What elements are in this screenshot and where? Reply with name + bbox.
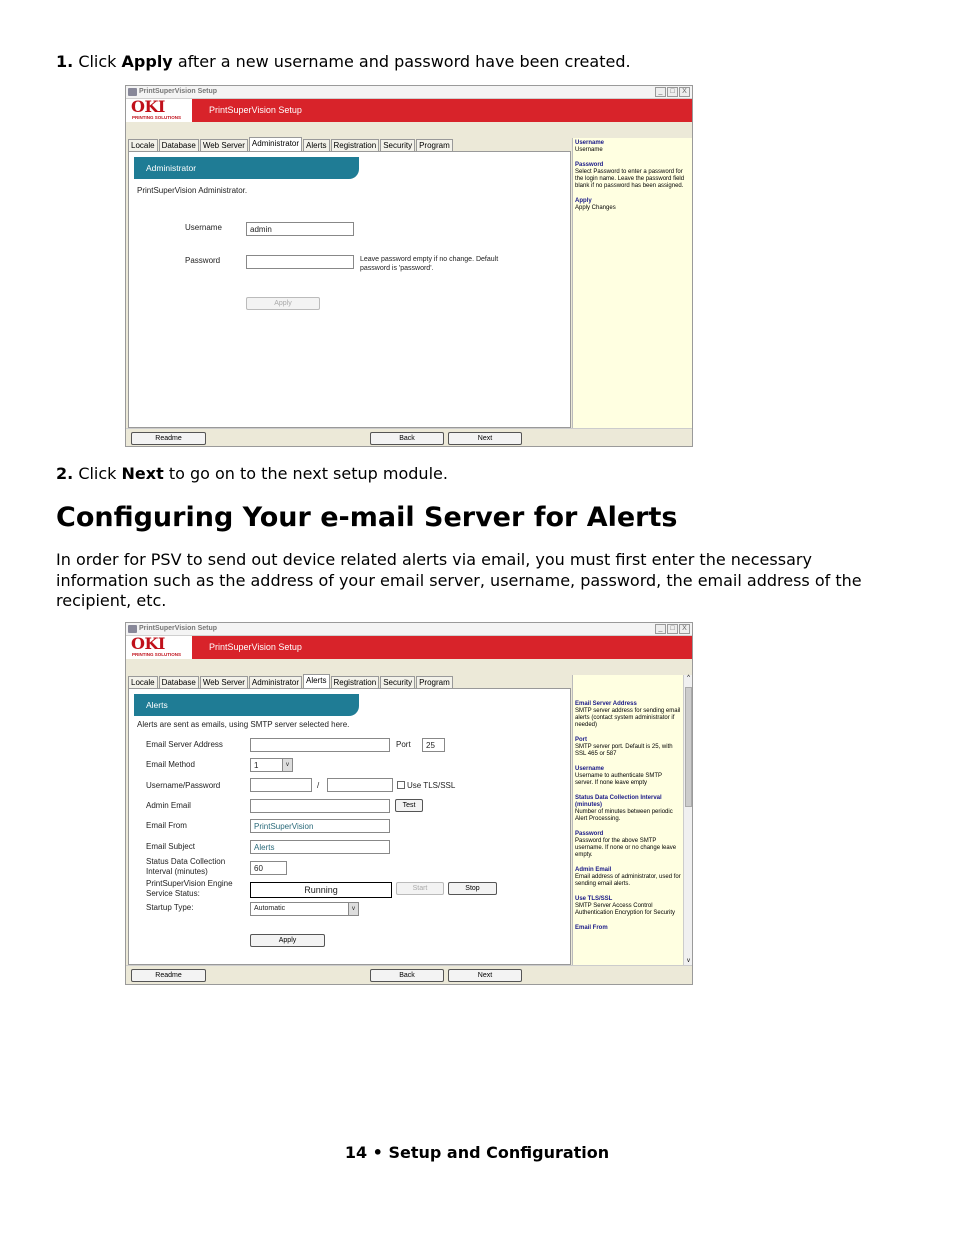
- email-server-label: Email Server Address: [146, 740, 223, 749]
- email-from-label: Email From: [146, 821, 187, 830]
- chevron-down-icon[interactable]: v: [282, 759, 292, 771]
- separator: /: [317, 781, 320, 790]
- logo-text: OKI: [131, 634, 165, 653]
- tab-locale[interactable]: Locale: [128, 139, 158, 151]
- help-text: Password for the above SMTP username. If none or no change leave empty.: [575, 838, 677, 858]
- step-text: after a new username and password have been created.: [172, 52, 631, 71]
- test-button[interactable]: Test: [395, 799, 423, 812]
- help-title: Use TLS/SSL: [575, 896, 613, 902]
- username-label: Username: [185, 223, 222, 232]
- tab-registration[interactable]: Registration: [331, 676, 380, 688]
- page-footer: 14 • Setup and Configuration: [344, 1143, 610, 1162]
- minimize-icon[interactable]: _: [655, 87, 666, 97]
- title-bar: [126, 623, 692, 636]
- tab-alerts[interactable]: Alerts: [303, 139, 329, 151]
- next-button[interactable]: Next: [448, 432, 522, 445]
- step-number: 2.: [56, 464, 74, 483]
- help-title: Password: [575, 831, 604, 837]
- section-heading: Configuring Your e-mail Server for Alerts: [56, 502, 678, 533]
- password-note: password is 'password'.: [360, 265, 434, 272]
- section-paragraph: In order for PSV to send out device related alerts via email, you must first enter the necessary information such as the address of your email server, username, password, the email address of the recipient, etc.: [56, 550, 862, 610]
- help-scrollbar[interactable]: [683, 675, 693, 965]
- bottom-bar: [126, 965, 692, 985]
- readme-button[interactable]: Readme: [131, 969, 206, 982]
- logo-subtext: PRINTING SOLUTIONS: [132, 115, 182, 120]
- smtp-password-input[interactable]: [327, 778, 393, 792]
- password-note: Leave password empty if no change. Default: [360, 256, 499, 263]
- help-title: Password: [575, 162, 604, 168]
- username-input[interactable]: admin: [246, 222, 354, 236]
- stop-button[interactable]: Stop: [448, 882, 497, 895]
- tab-bar: [128, 675, 454, 688]
- help-title: Apply: [575, 198, 592, 204]
- alerts-panel: [128, 688, 571, 965]
- email-method-label: Email Method: [146, 760, 195, 769]
- email-server-input[interactable]: [250, 738, 390, 752]
- back-button[interactable]: Back: [370, 432, 444, 445]
- help-title: Admin Email: [575, 867, 612, 873]
- tls-label: Use TLS/SSL: [407, 781, 456, 790]
- username-password-label: Username/Password: [146, 781, 221, 790]
- maximize-icon[interactable]: □: [667, 87, 678, 97]
- port-label: Port: [396, 740, 411, 749]
- help-text: Username to authenticate SMTP server. If none leave empty: [575, 773, 662, 786]
- close-icon[interactable]: X: [679, 624, 690, 634]
- tab-database[interactable]: Database: [159, 676, 199, 688]
- tab-bar: [128, 138, 454, 151]
- panel-header: Alerts: [134, 694, 359, 716]
- tab-security[interactable]: Security: [380, 676, 415, 688]
- window-title: PrintSuperVision Setup: [139, 88, 218, 95]
- step-2: [56, 464, 448, 483]
- back-button[interactable]: Back: [370, 969, 444, 982]
- help-title: Username: [575, 140, 605, 146]
- port-input[interactable]: 25: [422, 738, 445, 752]
- help-panel: [572, 138, 693, 428]
- step-number: 1.: [56, 52, 74, 71]
- app-icon: [128, 625, 137, 633]
- help-text: Username: [575, 147, 603, 153]
- smtp-username-input[interactable]: [250, 778, 312, 792]
- help-text: Email address of administrator, used for sending email alerts.: [575, 874, 681, 887]
- tls-checkbox[interactable]: [397, 781, 455, 790]
- scroll-up-icon[interactable]: ^: [687, 675, 690, 681]
- tab-program[interactable]: Program: [416, 676, 453, 688]
- readme-button[interactable]: Readme: [131, 432, 206, 445]
- logo-text: OKI: [131, 97, 165, 116]
- help-text: Apply Changes: [575, 205, 616, 211]
- logo-subtext: PRINTING SOLUTIONS: [132, 652, 182, 657]
- title-bar: [126, 86, 692, 99]
- admin-email-input[interactable]: [250, 799, 390, 813]
- alerts-window: [125, 622, 693, 985]
- tab-administrator[interactable]: Administrator: [249, 676, 302, 688]
- selected-value: 1: [254, 761, 259, 770]
- panel-description: PrintSuperVision Administrator.: [137, 186, 248, 195]
- minimize-icon[interactable]: _: [655, 624, 666, 634]
- help-text: SMTP server port. Default is 25, with SSL 465 or 587: [575, 744, 673, 757]
- scroll-thumb[interactable]: [685, 687, 692, 807]
- email-subject-input[interactable]: Alerts: [250, 840, 390, 854]
- help-text: SMTP Server Access Control Authentication Encryption for Security: [575, 903, 676, 916]
- interval-label: Status Data Collection: [146, 857, 226, 866]
- oki-logo: [128, 636, 191, 659]
- email-subject-label: Email Subject: [146, 842, 195, 851]
- step-keyword: Apply: [121, 52, 173, 71]
- help-panel: [572, 675, 693, 965]
- tab-registration[interactable]: Registration: [331, 139, 380, 151]
- help-title: Port: [575, 737, 587, 743]
- engine-status-label: Service Status:: [146, 889, 200, 898]
- apply-button[interactable]: Apply: [250, 934, 325, 947]
- help-title: Email From: [575, 925, 608, 931]
- selected-value: Automatic: [254, 905, 286, 912]
- interval-label: Interval (minutes): [146, 867, 208, 876]
- banner-title: PrintSuperVision Setup: [209, 105, 302, 115]
- password-input[interactable]: [246, 255, 354, 269]
- interval-input[interactable]: 60: [250, 861, 287, 875]
- banner-title: PrintSuperVision Setup: [209, 642, 302, 652]
- help-text: Select Password to enter a password for the login name. Leave the password field blank if no password has been assigned.: [575, 169, 685, 189]
- step-text: Click: [78, 52, 122, 71]
- admin-panel: [128, 151, 571, 428]
- email-method-select[interactable]: [250, 758, 293, 772]
- banner: [126, 636, 692, 659]
- help-title: Email Server Address: [575, 701, 637, 707]
- tab-web-server[interactable]: Web Server: [200, 676, 248, 688]
- bottom-bar: [126, 428, 692, 447]
- engine-status-value: Running: [250, 882, 392, 898]
- step-1: [56, 52, 631, 71]
- window-title: PrintSuperVision Setup: [139, 625, 218, 632]
- step-keyword: Next: [121, 464, 164, 483]
- oki-logo: [128, 99, 191, 122]
- panel-header: Administrator: [134, 157, 359, 179]
- tab-administrator[interactable]: Administrator: [249, 137, 302, 151]
- help-title: Status Data Collection Interval (minutes): [575, 795, 662, 808]
- email-from-input[interactable]: PrintSuperVision: [250, 819, 390, 833]
- help-title: Username: [575, 766, 605, 772]
- admin-window: [125, 85, 693, 447]
- help-text: Number of minutes between periodic Alert Processing.: [575, 809, 673, 822]
- banner: [126, 99, 692, 122]
- password-label: Password: [185, 256, 221, 265]
- tab-security[interactable]: Security: [380, 139, 415, 151]
- apply-button[interactable]: Apply: [246, 297, 320, 310]
- step-text: Click: [78, 464, 122, 483]
- panel-description: Alerts are sent as emails, using SMTP server selected here.: [137, 720, 350, 729]
- admin-email-label: Admin Email: [146, 801, 191, 810]
- tab-database[interactable]: Database: [159, 139, 199, 151]
- checkbox-icon[interactable]: [397, 781, 405, 789]
- tab-locale[interactable]: Locale: [128, 676, 158, 688]
- tab-web-server[interactable]: Web Server: [200, 139, 248, 151]
- chevron-down-icon[interactable]: v: [348, 903, 358, 915]
- next-button[interactable]: Next: [448, 969, 522, 982]
- engine-status-label: PrintSuperVision Engine: [146, 879, 233, 888]
- tab-alerts[interactable]: Alerts: [303, 674, 329, 688]
- startup-type-select[interactable]: [250, 902, 359, 916]
- help-text: SMTP server address for sending email alerts (contact system administrator if needed): [575, 708, 681, 728]
- close-icon[interactable]: X: [679, 87, 690, 97]
- tab-program[interactable]: Program: [416, 139, 453, 151]
- scroll-down-icon[interactable]: v: [687, 958, 690, 964]
- app-icon: [128, 88, 137, 96]
- startup-type-label: Startup Type:: [146, 903, 194, 912]
- start-button[interactable]: Start: [396, 882, 444, 895]
- maximize-icon[interactable]: □: [667, 624, 678, 634]
- step-text: to go on to the next setup module.: [163, 464, 448, 483]
